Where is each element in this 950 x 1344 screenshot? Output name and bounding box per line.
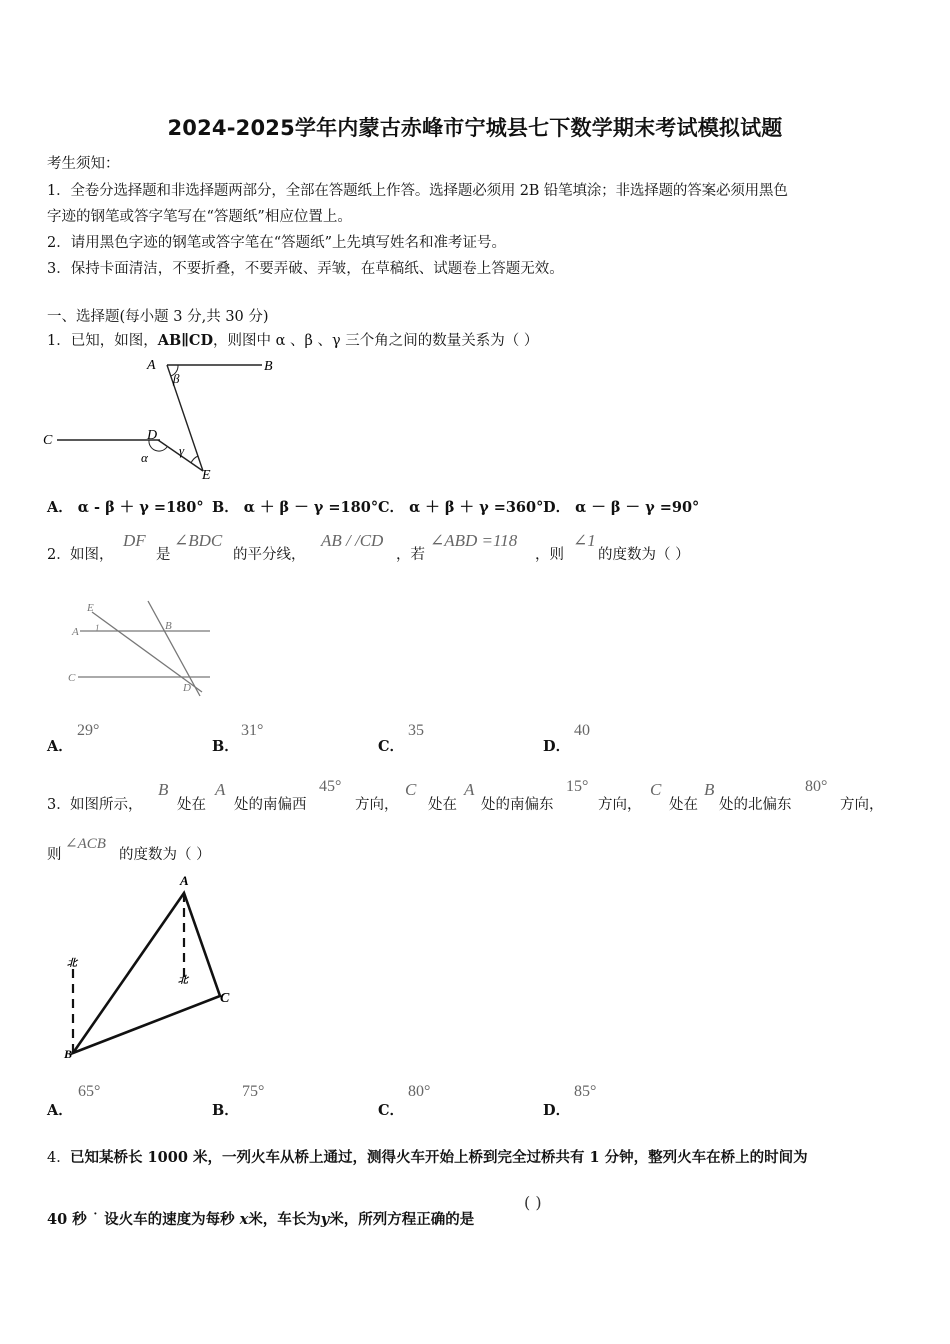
- q1-stem-text-a: 已知，如图，: [70, 333, 158, 349]
- q4-line-2: [47, 1208, 474, 1229]
- q3-label-north-b: 北: [67, 958, 77, 969]
- q4-line-2-c: 米，所列方程正确的是: [329, 1211, 475, 1228]
- q2-math-parallel: AB / /CD: [321, 531, 384, 550]
- notice-item-2: 2．请用黑色字迹的钢笔或答字笔在“答题纸”上先填写姓名和准考证号。: [47, 235, 507, 251]
- q2-math-angle-abd: ∠ABD =118: [430, 531, 518, 550]
- q3-text-8: 处在: [669, 797, 698, 813]
- q1-option-d[interactable]: D． α － β － γ =90°: [543, 499, 700, 516]
- q2-label-b: B: [165, 620, 172, 632]
- q2-option-a-value: 29°: [77, 722, 100, 739]
- q3-line2-text-b: 的度数为（ ）: [119, 847, 211, 863]
- q1-option-a[interactable]: A． α - β ＋ γ =180°: [47, 499, 204, 516]
- q1-number: 1．: [47, 333, 71, 349]
- q1-label-c: C: [43, 433, 53, 448]
- q3-text-7: 方向，: [598, 797, 642, 813]
- page-title: 2024-2025学年内蒙古赤峰市宁城县七下数学期末考试模拟试题: [167, 116, 783, 140]
- q2-option-b[interactable]: [212, 735, 239, 756]
- q4-var-y: y: [320, 1211, 330, 1228]
- q2-math-df: DF: [123, 531, 146, 550]
- q1-label-a: A: [147, 358, 156, 373]
- q2-option-d-letter: D．: [543, 738, 571, 755]
- q2-option-d-value: 40: [574, 722, 590, 739]
- q3-text-2: 处在: [177, 797, 206, 813]
- notice-heading: 考生须知：: [47, 156, 120, 172]
- q2-option-d[interactable]: [543, 735, 570, 756]
- q2-option-b-letter: B．: [212, 738, 239, 755]
- q2-text-6: 的度数为（ ）: [598, 547, 690, 563]
- q2-label-d: D: [183, 682, 191, 694]
- q1-stem: [47, 329, 538, 350]
- q3-option-b-value: 75°: [242, 1083, 265, 1100]
- q3-line2-text-a: 则: [47, 847, 62, 863]
- q2-number: 2．: [47, 547, 71, 563]
- q2-option-a[interactable]: [47, 735, 73, 756]
- q3-figure: [55, 868, 245, 1063]
- q3-math-c-2: C: [650, 780, 662, 799]
- q2-text-1: 如图，: [70, 547, 114, 563]
- q2-label-a: A: [72, 626, 79, 638]
- q1-gamma-arc: [191, 456, 198, 463]
- q3-option-a[interactable]: [47, 1099, 73, 1120]
- q2-line-fd: [92, 612, 202, 692]
- q4-line-1: 已知某桥长 1000 米，一列火车从桥上通过，测得火车开始上桥到完全过桥共有 1 分钟，整列火车在桥上的时间为: [70, 1149, 808, 1166]
- q1-label-d: D: [147, 428, 158, 443]
- q3-math-a-1: A: [215, 780, 226, 799]
- q1-label-alpha: α: [141, 450, 148, 465]
- q2-math-angle-1: ∠1: [573, 531, 596, 550]
- q3-math-a-2: A: [464, 780, 475, 799]
- q3-option-d[interactable]: [543, 1099, 570, 1120]
- q3-text-9: 处的北偏东: [719, 797, 792, 813]
- q2-option-c-value: 35: [408, 722, 424, 739]
- q3-degree-1: 45°: [319, 778, 342, 795]
- q2-math-angle-bdc: ∠BDC: [174, 531, 223, 550]
- q3-option-a-letter: A．: [47, 1102, 73, 1119]
- q3-math-c-1: C: [405, 780, 417, 799]
- q3-text-1: 如图所示，: [70, 797, 143, 813]
- q2-text-3: 的平分线，: [233, 547, 306, 563]
- q2-option-c[interactable]: [378, 735, 404, 756]
- q2-line-bd: [148, 601, 200, 696]
- q4-number: 4．: [47, 1150, 71, 1166]
- q2-text-5: ，则: [535, 547, 564, 563]
- q1-option-c[interactable]: C． α ＋ β ＋ γ =360°: [378, 499, 544, 516]
- q2-text-4: ，若: [396, 547, 425, 563]
- q3-label-b: B: [64, 1047, 73, 1061]
- q3-math-angle-acb: ∠ACB: [65, 836, 106, 852]
- q1-stem-parallel: AB∥CD: [157, 332, 214, 349]
- q2-figure: [60, 592, 225, 702]
- q3-text-10: 方向，: [840, 797, 884, 813]
- q4-answer-paren: ( ): [524, 1193, 542, 1212]
- q2-label-c: C: [68, 672, 76, 684]
- q3-option-d-value: 85°: [574, 1083, 597, 1100]
- q3-degree-2: 15°: [566, 778, 589, 795]
- q1-figure: [40, 352, 290, 487]
- q3-math-b-2: B: [704, 780, 715, 799]
- q3-degree-3: 80°: [805, 778, 828, 795]
- q2-text-2: 是: [156, 547, 171, 563]
- q3-option-c[interactable]: [378, 1099, 404, 1120]
- q1-label-b: B: [264, 359, 273, 374]
- q3-label-c: C: [220, 991, 230, 1006]
- q2-option-b-value: 31°: [241, 722, 264, 739]
- q2-label-1: 1: [95, 623, 100, 633]
- q1-stem-text-c: ，则图中 α 、β 、γ 三个角之间的数量关系为（ ）: [213, 333, 539, 349]
- q3-text-4: 方向，: [355, 797, 399, 813]
- section-heading: 一、选择题(每小题 3 分,共 30 分): [47, 309, 269, 325]
- q1-option-b[interactable]: B． α ＋ β － γ =180°: [212, 499, 379, 516]
- q3-label-north-a: 北: [178, 975, 188, 986]
- q3-option-b[interactable]: [212, 1099, 239, 1120]
- q3-text-3: 处的南偏西: [234, 797, 307, 813]
- q3-option-b-letter: B．: [212, 1102, 239, 1119]
- q3-option-c-letter: C．: [378, 1102, 405, 1119]
- q3-option-c-value: 80°: [408, 1083, 431, 1100]
- q3-number: 3．: [47, 797, 71, 813]
- q3-triangle: [73, 893, 220, 1053]
- q3-label-a: A: [180, 873, 189, 888]
- q3-math-b-1: B: [158, 780, 169, 799]
- q3-text-6: 处的南偏东: [481, 797, 554, 813]
- q2-label-e: E: [87, 602, 94, 614]
- q1-label-e: E: [202, 468, 211, 483]
- q4-var-x: x: [239, 1211, 249, 1228]
- q4-line-2-b: 米，车长为: [248, 1211, 321, 1228]
- q2-option-a-letter: A．: [47, 738, 73, 755]
- q3-text-5: 处在: [428, 797, 457, 813]
- q2-option-c-letter: C．: [378, 738, 405, 755]
- notice-item-1-line-2: 字迹的钢笔或答字笔写在“答题纸”相应位置上。: [47, 209, 352, 225]
- q3-option-a-value: 65°: [78, 1083, 101, 1100]
- q3-option-d-letter: D．: [543, 1102, 571, 1119]
- notice-item-1-line-1: 1．全卷分选择题和非选择题两部分，全部在答题纸上作答。选择题必须用 2B 铅笔填涂；非选择题的答案必须用黑色: [47, 183, 788, 199]
- q1-label-gamma: γ: [179, 443, 185, 458]
- notice-item-3: 3．保持卡面清洁，不要折叠，不要弄破、弄皱，在草稿纸、试题卷上答题无效。: [47, 261, 564, 277]
- q1-label-beta: β: [173, 371, 180, 386]
- q4-line-2-a: 40 秒 ˙ 设火车的速度为每秒: [47, 1211, 235, 1228]
